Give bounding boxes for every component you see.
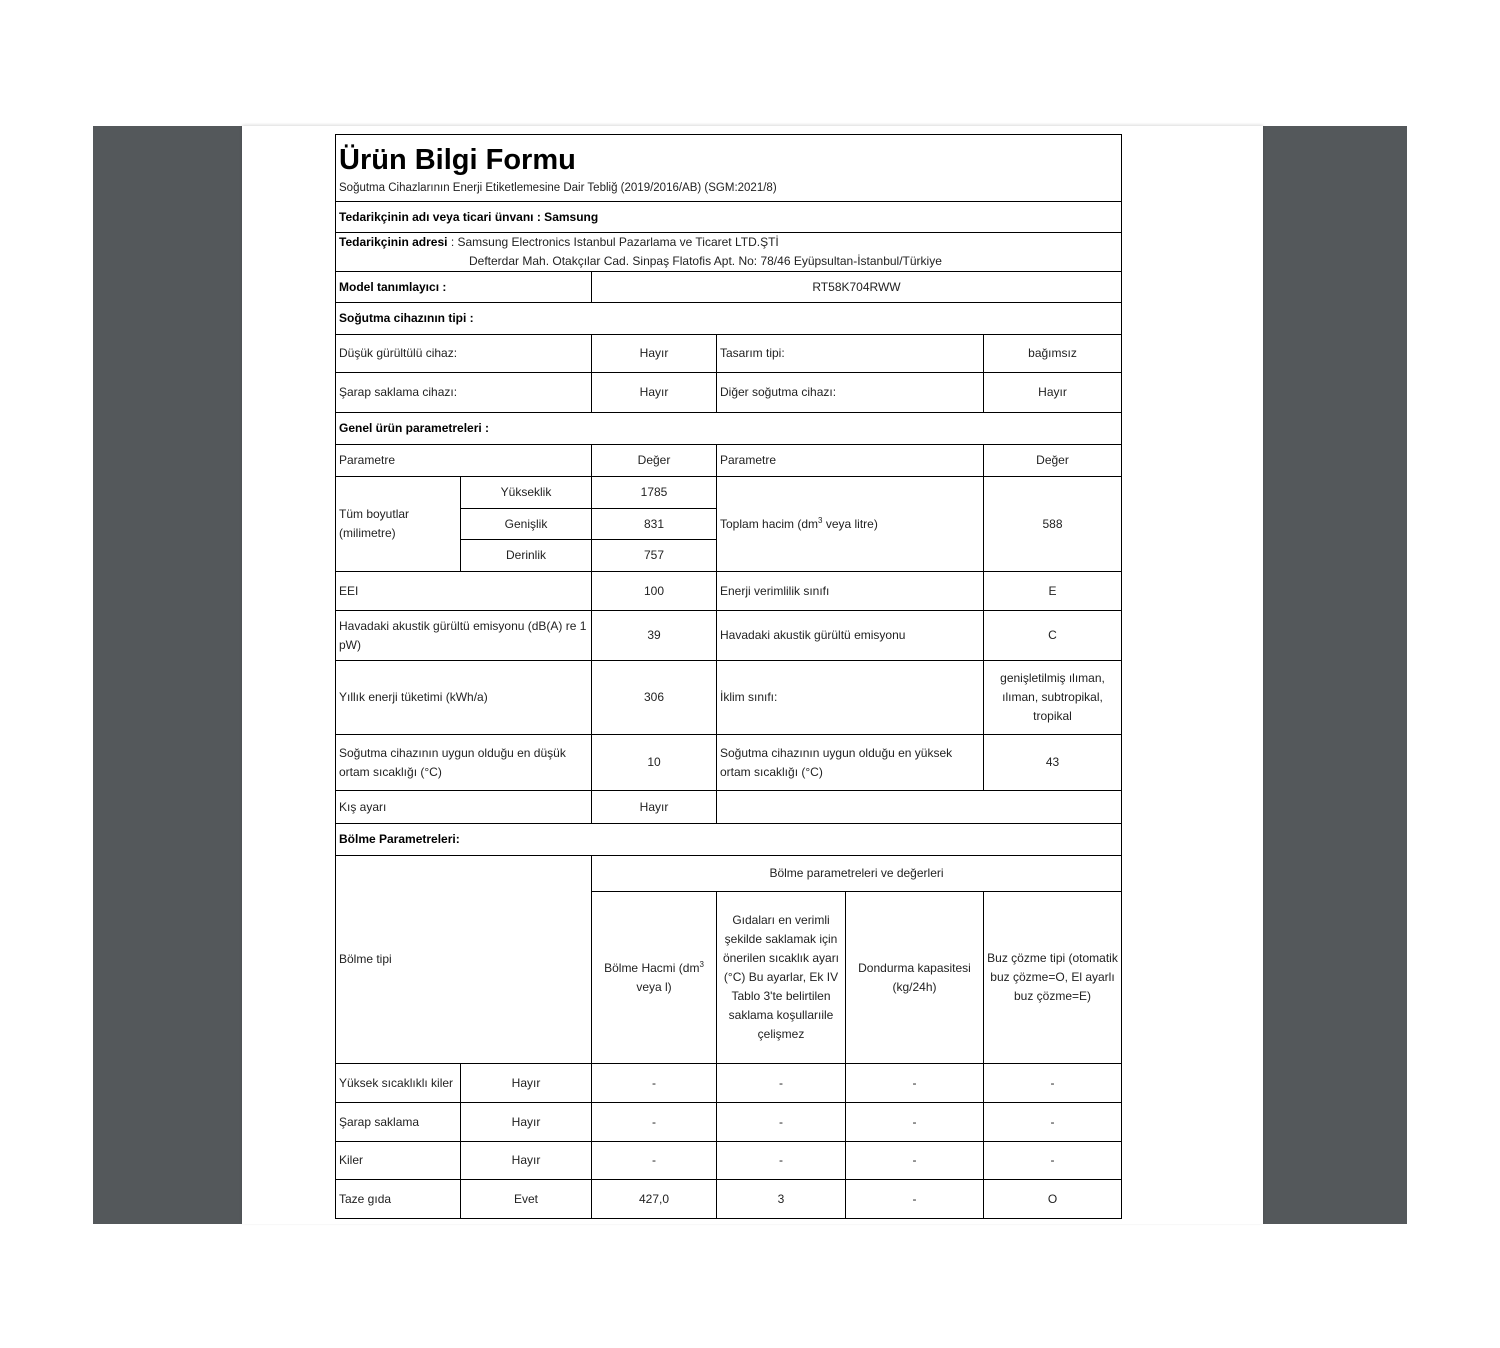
noise-label: Havadaki akustik gürültü emisyonu (dB(A) re 1 pW) bbox=[336, 611, 592, 661]
eei-label: EEI bbox=[336, 572, 592, 611]
dimensions-label: Tüm boyutlar (milimetre) bbox=[336, 477, 461, 572]
max-temp-label: Soğutma cihazının uygun olduğu en yüksek ortam sıcaklığı (°C) bbox=[717, 735, 984, 791]
other-device-value: Hayır bbox=[984, 373, 1122, 413]
value-header-left: Değer bbox=[592, 445, 717, 477]
product-info-form bbox=[335, 134, 1122, 1219]
height-label: Yükseklik bbox=[461, 477, 592, 509]
compartment-freeze: - bbox=[846, 1064, 984, 1103]
compartment-defrost: - bbox=[984, 1103, 1122, 1142]
model-label: Model tanımlayıcı : bbox=[336, 272, 592, 303]
compartment-present: Evet bbox=[461, 1180, 592, 1219]
wine-storage-value: Hayır bbox=[592, 373, 717, 413]
compartment-freeze: - bbox=[846, 1180, 984, 1219]
max-temp-value: 43 bbox=[984, 735, 1122, 791]
compartment-params-header: Bölme parametreleri ve değerleri bbox=[592, 856, 1122, 892]
address-line-1: : Samsung Electronics Istanbul Pazarlama ve Ticaret LTD.ŞTİ bbox=[447, 235, 779, 249]
compartment-volume: - bbox=[592, 1142, 717, 1180]
compartment-present: Hayır bbox=[461, 1103, 592, 1142]
compartment-volume: 427,0 bbox=[592, 1180, 717, 1219]
compartment-type-header: Bölme tipi bbox=[336, 856, 592, 1064]
value-header-right: Değer bbox=[984, 445, 1122, 477]
eei-value: 100 bbox=[592, 572, 717, 611]
table-row bbox=[336, 1180, 1122, 1219]
device-type-heading: Soğutma cihazının tipi : bbox=[336, 303, 1122, 335]
regulation-subtitle: Soğutma Cihazlarının Enerji Etiketlemesine Dair Tebliğ (2019/2016/AB) (SGM:2021/8) bbox=[339, 182, 777, 194]
table-row bbox=[336, 1103, 1122, 1142]
empty-cell bbox=[717, 791, 1122, 824]
compartment-temp: - bbox=[717, 1103, 846, 1142]
page-title: Ürün Bilgi Formu bbox=[339, 144, 576, 176]
min-temp-label: Soğutma cihazının uygun olduğu en düşük ortam sıcaklığı (°C) bbox=[336, 735, 592, 791]
supplier-name: Tedarikçinin adı veya ticari ünvanı : Samsung bbox=[336, 202, 1122, 233]
climate-class-value: genişletilmiş ılıman, ılıman, subtropikal, tropikal bbox=[984, 661, 1122, 735]
annual-energy-label: Yıllık enerji tüketimi (kWh/a) bbox=[336, 661, 592, 735]
low-noise-value: Hayır bbox=[592, 335, 717, 373]
address-line-2: Defterdar Mah. Otakçılar Cad. Sinpaş Flatofis Apt. No: 78/46 Eyüpsultan-İstanbul/Türkiye bbox=[469, 254, 942, 268]
wine-storage-label: Şarap saklama cihazı: bbox=[336, 373, 592, 413]
recommended-temp-header: Gıdaları en verimli şekilde saklamak için önerilen sıcaklık ayarı (°C) Bu ayarlar, Ek IV Tablo 3'te belirtilen saklama koşullarıile çelişmez bbox=[717, 892, 846, 1064]
noise-class-label: Havadaki akustik gürültü emisyonu bbox=[717, 611, 984, 661]
param-header-right: Parametre bbox=[717, 445, 984, 477]
compartment-volume: - bbox=[592, 1103, 717, 1142]
height-value: 1785 bbox=[592, 477, 717, 509]
energy-class-value: E bbox=[984, 572, 1122, 611]
compartment-name: Şarap saklama bbox=[336, 1103, 461, 1142]
noise-class-value: C bbox=[984, 611, 1122, 661]
compartment-freeze: - bbox=[846, 1142, 984, 1180]
compartment-temp: - bbox=[717, 1064, 846, 1103]
annual-energy-value: 306 bbox=[592, 661, 717, 735]
other-device-label: Diğer soğutma cihazı: bbox=[717, 373, 984, 413]
total-volume-label: Toplam hacim ($dm^3$ veya litre) bbox=[717, 477, 984, 572]
param-header-left: Parametre bbox=[336, 445, 592, 477]
width-value: 831 bbox=[592, 509, 717, 540]
width-label: Genişlik bbox=[461, 509, 592, 540]
compartment-defrost: O bbox=[984, 1180, 1122, 1219]
table-row bbox=[336, 1064, 1122, 1103]
compartment-volume: - bbox=[592, 1064, 717, 1103]
defrost-type-header: Buz çözme tipi (otomatik buz çözme=O, El ayarlı buz çözme=E) bbox=[984, 892, 1122, 1064]
depth-value: 757 bbox=[592, 540, 717, 572]
form-header bbox=[336, 135, 1122, 202]
energy-class-label: Enerji verimlilik sınıfı bbox=[717, 572, 984, 611]
climate-class-label: İklim sınıfı: bbox=[717, 661, 984, 735]
low-noise-label: Düşük gürültülü cihaz: bbox=[336, 335, 592, 373]
address-label: Tedarikçinin adresi bbox=[339, 235, 448, 249]
compartment-name: Kiler bbox=[336, 1142, 461, 1180]
noise-value: 39 bbox=[592, 611, 717, 661]
compartment-volume-header: Bölme Hacmi ($dm^3$ veya l) bbox=[592, 892, 717, 1064]
compartment-temp: - bbox=[717, 1142, 846, 1180]
compartment-params-heading: Bölme Parametreleri: bbox=[336, 824, 1122, 856]
compartment-defrost: - bbox=[984, 1142, 1122, 1180]
winter-setting-label: Kış ayarı bbox=[336, 791, 592, 824]
compartment-freeze: - bbox=[846, 1103, 984, 1142]
general-params-heading: Genel ürün parametreleri : bbox=[336, 413, 1122, 445]
depth-label: Derinlik bbox=[461, 540, 592, 572]
compartment-present: Hayır bbox=[461, 1064, 592, 1103]
min-temp-value: 10 bbox=[592, 735, 717, 791]
freezing-capacity-header: Dondurma kapasitesi (kg/24h) bbox=[846, 892, 984, 1064]
compartment-defrost: - bbox=[984, 1064, 1122, 1103]
model-value: RT58K704RWW bbox=[592, 272, 1122, 303]
design-type-label: Tasarım tipi: bbox=[717, 335, 984, 373]
winter-setting-value: Hayır bbox=[592, 791, 717, 824]
table-row bbox=[336, 1142, 1122, 1180]
supplier-address bbox=[336, 233, 1122, 272]
compartment-name: Yüksek sıcaklıklı kiler bbox=[336, 1064, 461, 1103]
compartment-present: Hayır bbox=[461, 1142, 592, 1180]
compartment-name: Taze gıda bbox=[336, 1180, 461, 1219]
compartment-temp: 3 bbox=[717, 1180, 846, 1219]
total-volume-value: 588 bbox=[984, 477, 1122, 572]
design-type-value: bağımsız bbox=[984, 335, 1122, 373]
